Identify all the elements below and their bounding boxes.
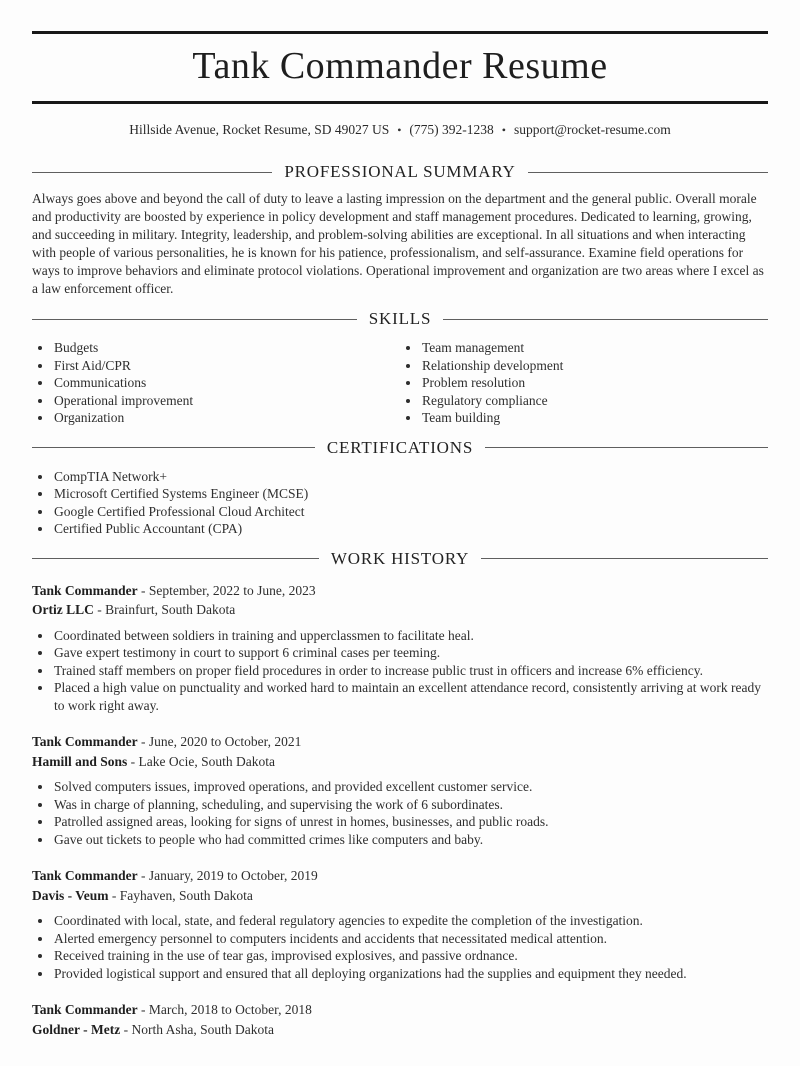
certification-item: • Google Certified Professional Cloud Architect: [53, 503, 768, 521]
job-title-line: [32, 1000, 768, 1020]
summary-heading: PROFESSIONAL SUMMARY: [284, 162, 516, 182]
job-bullet: • Solved computers issues, improved operations, and provided excellent customer service.: [53, 778, 768, 796]
skills-heading: SKILLS: [368, 309, 432, 329]
job-company-separator: -: [97, 602, 102, 618]
skills-section-header: [32, 309, 768, 329]
skill-item: • Operational improvement: [53, 392, 400, 410]
job-title-line: [32, 732, 768, 752]
job-entry: [32, 866, 768, 982]
divider-line: [32, 172, 272, 173]
job-entry: [32, 1000, 768, 1039]
resume-page: [0, 31, 800, 1039]
contact-separator-dot: •: [397, 123, 402, 138]
section-skills: [32, 309, 768, 427]
skill-item: • Regulatory compliance: [421, 392, 768, 410]
job-entry: [32, 732, 768, 848]
job-location: North Asha, South Dakota: [131, 1021, 274, 1037]
job-company-separator: -: [123, 1021, 129, 1037]
job-company: Davis - Veum: [32, 887, 109, 903]
job-bullets: [32, 627, 768, 715]
job-title: Tank Commander: [32, 1002, 138, 1018]
job-location: Brainfurt, South Dakota: [105, 602, 236, 618]
skills-column-right: [400, 329, 768, 427]
skill-item: • Organization: [53, 409, 400, 427]
divider-line: [32, 558, 319, 559]
job-bullet: • Trained staff members on proper field procedures in order to increase public trust in officers and increase 6% efficiency.: [53, 662, 768, 680]
job-company-line: [32, 1020, 768, 1040]
job-bullet: • Coordinated between soldiers in training and upperclassmen to facilitate heal.: [53, 627, 768, 645]
skill-item: • Problem resolution: [421, 374, 768, 392]
certification-item: • Certified Public Accountant (CPA): [53, 520, 768, 538]
skill-item: • Team building: [421, 409, 768, 427]
divider-line: [481, 558, 768, 559]
job-bullet: • Gave expert testimony in court to support 6 criminal cases per teeming.: [53, 644, 768, 662]
job-company-separator: -: [130, 753, 136, 769]
skill-item: • Team management: [421, 339, 768, 357]
skills-columns: [32, 329, 768, 427]
certifications-section-header: [32, 438, 768, 458]
job-bullet: • Received training in the use of tear gas, improvised explosives, and passive ordnance.: [53, 947, 768, 965]
certifications-list: [32, 468, 768, 538]
skill-item: • Relationship development: [421, 357, 768, 375]
work-history-section-header: [32, 549, 768, 569]
job-bullet: • Gave out tickets to people who had committed crimes like computers and baby.: [53, 831, 768, 849]
contact-address: Hillside Avenue, Rocket Resume, SD 49027 US: [129, 122, 390, 138]
job-bullet: • Alerted emergency personnel to computers incidents and accidents that necessitated medical attention.: [53, 930, 768, 948]
certification-item: • Microsoft Certified Systems Engineer (MCSE): [53, 485, 768, 503]
job-bullet: • Placed a high value on punctuality and worked hard to maintain an excellent attendance record, consistently arriving at work ready to work right away.: [53, 679, 768, 714]
job-location: Lake Ocie, South Dakota: [138, 753, 276, 769]
skills-list-left: [32, 339, 400, 427]
job-title: Tank Commander: [32, 734, 138, 750]
section-professional-summary: [32, 162, 768, 298]
job-bullet: • Provided logistical support and ensured that all deploying organizations had the supplies and equipment they needed.: [53, 965, 768, 983]
certification-item: • CompTIA Network+: [53, 468, 768, 486]
job-title-separator: -: [141, 582, 146, 598]
skill-item: • Communications: [53, 374, 400, 392]
job-company: Hamill and Sons: [32, 753, 128, 769]
job-location: Fayhaven, South Dakota: [119, 887, 253, 903]
section-certifications: [32, 438, 768, 538]
job-company-line: [32, 886, 768, 906]
job-company-separator: -: [111, 887, 117, 903]
job-bullet: • Was in charge of planning, scheduling, and supervising the work of 6 subordinates.: [53, 796, 768, 814]
header-bottom-rule: [32, 101, 768, 104]
job-dates: March, 2018 to October, 2018: [148, 1002, 312, 1018]
job-title-line: [32, 866, 768, 886]
divider-line: [32, 447, 315, 448]
job-bullets: [32, 778, 768, 848]
job-bullets: [32, 912, 768, 982]
summary-section-header: [32, 162, 768, 182]
contact-separator-dot: •: [501, 123, 506, 138]
contact-email: support@rocket-resume.com: [514, 122, 671, 138]
job-title: Tank Commander: [32, 868, 138, 884]
job-title: Tank Commander: [32, 582, 138, 598]
job-title-separator: -: [141, 734, 146, 750]
contact-line: [32, 120, 768, 140]
skills-list-right: [400, 339, 768, 427]
resume-header: [32, 31, 768, 140]
skills-column-left: [32, 329, 400, 427]
header-top-rule: [32, 31, 768, 34]
contact-phone: (775) 392-1238: [409, 122, 494, 138]
job-list: [32, 581, 768, 1040]
job-title-line: [32, 581, 768, 601]
job-company-line: [32, 752, 768, 772]
job-bullet: • Coordinated with local, state, and federal regulatory agencies to expedite the completion of the investigation.: [53, 912, 768, 930]
skill-item: • First Aid/CPR: [53, 357, 400, 375]
job-dates: June, 2020 to October, 2021: [148, 734, 302, 750]
certifications-heading: CERTIFICATIONS: [326, 437, 474, 457]
job-company-line: [32, 600, 768, 620]
job-entry: [32, 581, 768, 715]
job-company: Goldner - Metz: [32, 1021, 121, 1037]
job-title-separator: -: [141, 868, 146, 884]
skill-item: • Budgets: [53, 339, 400, 357]
summary-text: Always goes above and beyond the call of duty to leave a lasting impression on the department and the general public. Overall morale and productivity are boosted by experience in policy development and staff management procedures. Dedicated to learning, growing, and succeeding in military. Integrity, leadership, and problem-solving abilities are exceptional. In all situations and when interacting with people of various personalities, he is known for his patience, professionalism, and self-assurance. Examine field operations for ways to improve behaviors and eliminate protocol violations. Operational improvement and organization are two areas where I excel as a law enforcement officer.: [32, 191, 764, 297]
section-work-history: [32, 549, 768, 1040]
job-dates: January, 2019 to October, 2019: [148, 868, 318, 884]
divider-line: [32, 319, 357, 320]
divider-line: [528, 172, 768, 173]
job-title-separator: -: [141, 1002, 146, 1018]
job-dates: September, 2022 to June, 2023: [148, 582, 316, 598]
divider-line: [485, 447, 768, 448]
work-history-heading: WORK HISTORY: [330, 548, 470, 568]
job-bullet: • Patrolled assigned areas, looking for signs of unrest in homes, businesses, and public roads.: [53, 813, 768, 831]
job-company: Ortiz LLC: [32, 602, 94, 618]
page-title: Tank Commander Resume: [192, 45, 608, 87]
divider-line: [443, 319, 768, 320]
